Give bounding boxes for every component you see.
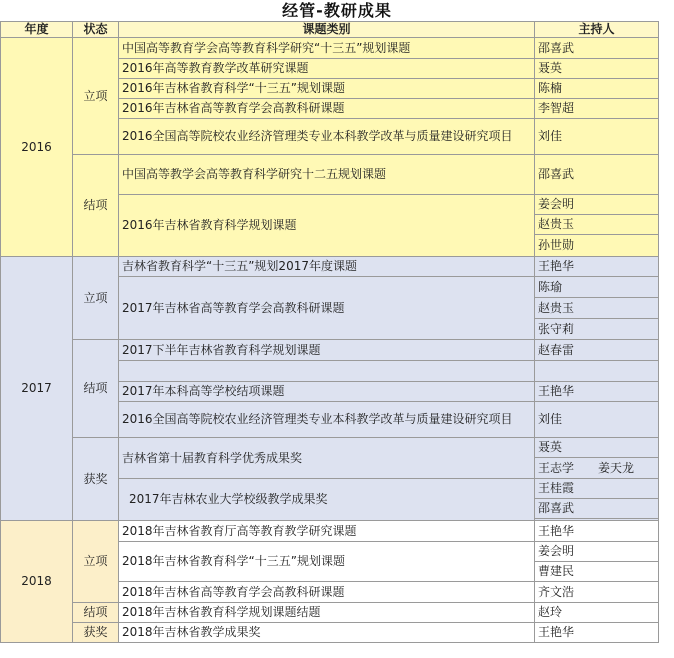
category-cell: 2018年吉林省教育科学“十三五”规划课题 [119, 542, 535, 582]
host-cell: 王艳华 [535, 623, 659, 643]
research-results-table [0, 21, 659, 643]
category-cell: 2018年吉林省教育科学规划课题结题 [119, 603, 535, 623]
host-cell: 曹建民 [535, 562, 659, 582]
category-cell: 2016年高等教育教学改革研究课题 [119, 59, 535, 79]
host-cell: 赵贵玉 [535, 298, 659, 319]
host-cell: 孙世勋 [535, 235, 659, 257]
host-cell: 王艳华 [535, 382, 659, 402]
category-cell: 2016全国高等院校农业经济管理类专业本科教学改革与质量建设研究项目 [119, 402, 535, 438]
host-cell: 李智超 [535, 99, 659, 119]
category-cell: 2018年吉林省教学成果奖 [119, 623, 535, 643]
host-cell: 邵喜武 [535, 38, 659, 59]
host-cell: 赵春雷 [535, 340, 659, 361]
host-cell-empty [535, 361, 659, 382]
category-cell: 2017年吉林省高等教育学会高教科研课题 [119, 277, 535, 340]
year-cell-2016: 2016 [1, 38, 73, 257]
category-cell: 2017下半年吉林省教育科学规划课题 [119, 340, 535, 361]
status-cell: 获奖 [73, 438, 119, 521]
header-row [1, 22, 659, 38]
header-category: 课题类别 [119, 22, 535, 38]
host-cell: 赵玲 [535, 603, 659, 623]
host-cell: 邵喜武 [535, 499, 659, 519]
category-cell: 中国高等教育学会高等教育科学研究“十三五”规划课题 [119, 38, 535, 59]
host-cell: 张守莉 [535, 319, 659, 340]
category-cell: 2018年吉林省教育厅高等教育教学研究课题 [119, 521, 535, 542]
category-cell: 2017年吉林农业大学校级教学成果奖 [119, 479, 535, 521]
category-cell: 2016年吉林省高等教育学会高教科研课题 [119, 99, 535, 119]
category-cell-empty [119, 361, 535, 382]
table-row [1, 521, 659, 542]
status-cell: 立项 [73, 257, 119, 340]
host-cell: 王艳华 [535, 521, 659, 542]
host-cell: 邵喜武 [535, 155, 659, 195]
host-cell: 姜会明 [535, 195, 659, 215]
table-row [1, 438, 659, 458]
host-cell: 王艳华 [535, 257, 659, 277]
host-cell: 王志学 姜天龙 [535, 458, 659, 479]
host-cell: 刘佳 [535, 402, 659, 438]
table-row [1, 603, 659, 623]
year-cell-2017: 2017 [1, 257, 73, 521]
table-row [1, 38, 659, 59]
table-row [1, 155, 659, 195]
host-cell: 陈瑜 [535, 277, 659, 298]
table-row [1, 257, 659, 277]
host-cell: 王桂霞 [535, 479, 659, 499]
status-cell: 结项 [73, 603, 119, 623]
header-status: 状态 [73, 22, 119, 38]
header-year: 年度 [1, 22, 73, 38]
status-cell: 立项 [73, 38, 119, 155]
year-cell-2018: 2018 [1, 521, 73, 643]
status-cell: 立项 [73, 521, 119, 603]
category-cell: 吉林省教育科学“十三五”规划2017年度课题 [119, 257, 535, 277]
page-title: 经管-教研成果 [282, 1, 392, 20]
table-row [1, 340, 659, 361]
host-cell: 聂英 [535, 59, 659, 79]
host-cell: 姜会明 [535, 542, 659, 562]
host-cell: 陈楠 [535, 79, 659, 99]
host-cell: 刘佳 [535, 119, 659, 155]
status-cell: 结项 [73, 340, 119, 438]
category-cell: 2016年吉林省教育科学“十三五”规划课题 [119, 79, 535, 99]
category-cell: 2017年本科高等学校结项课题 [119, 382, 535, 402]
category-cell: 2016年吉林省教育科学规划课题 [119, 195, 535, 257]
header-host: 主持人 [535, 22, 659, 38]
status-cell: 结项 [73, 155, 119, 257]
category-cell: 2016全国高等院校农业经济管理类专业本科教学改革与质量建设研究项目 [119, 119, 535, 155]
category-cell: 中国高等教学会高等教育科学研究十二五规划课题 [119, 155, 535, 195]
category-cell: 2018年吉林省高等教育学会高教科研课题 [119, 582, 535, 603]
host-cell: 赵贵玉 [535, 215, 659, 235]
host-cell: 聂英 [535, 438, 659, 458]
table-row [1, 623, 659, 643]
category-cell: 吉林省第十届教育科学优秀成果奖 [119, 438, 535, 479]
host-cell: 齐文浩 [535, 582, 659, 603]
status-cell: 获奖 [73, 623, 119, 643]
